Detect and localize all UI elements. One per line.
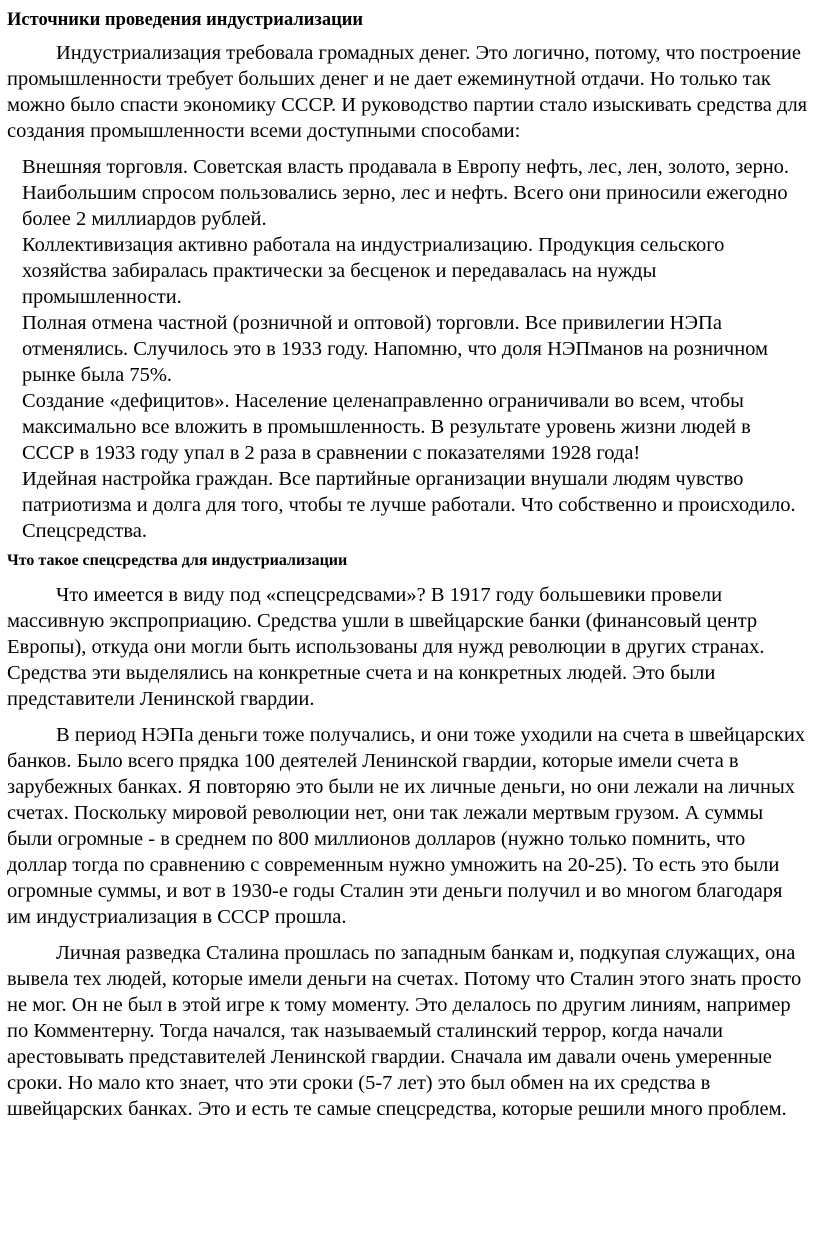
list-item: Внешняя торговля. Советская власть продавала в Европу нефть, лес, лен, золото, зерно. Наибольшим спросом пользовались зерно, лес и нефть. Всего они приносили ежегодно более 2 миллиардов рублей.: [22, 156, 790, 230]
body-paragraph: Личная разведка Сталина прошлась по западным банкам и, подкупая служащих, она вывела тех людей, которые имели деньги на счетах. Потому что Сталин этого знать просто не мог. Он не был в этой игре к тому моменту. Это делалось по другим линиям, например по Комментерну. Тогда начался, так называемый сталинский террор, когда начали арестовывать представителей Ленинской гвардии. Сначала им давали очень умеренные сроки. Но мало кто знает, что эти сроки (5-7 лет) это был обмен на их средства в швейцарских банках. Это и есть те самые спецсредства, которые решили много проблем.: [7, 942, 802, 1120]
list-item: Коллективизация активно работала на индустриализацию. Продукция сельского хозяйства забиралась практически за бесценок и передавалась на нужды промышленности.: [22, 234, 725, 308]
list-item: Полная отмена частной (розничной и оптовой) торговли. Все привилегии НЭПа отменялись. Случилось это в 1933 году. Напомню, что доля НЭПманов на розничном рынке была 75%.: [22, 312, 769, 386]
section-heading-sources: Источники проведения индустриализации: [7, 10, 364, 30]
sources-list: [7, 154, 808, 544]
intro-paragraph: Индустриализация требовала громадных денег. Это логично, потому, что построение промышленности требует больших денег и не дает ежеминутной отдачи. Но только так можно было спасти экономику СССР. И руководство партии стало изыскивать средства для создания промышленности всеми доступными способами:: [7, 42, 808, 142]
section-heading-special-funds: Что такое спецсредства для индустриализации: [7, 552, 348, 569]
body-paragraph: Что имеется в виду под «спецсредсвами»? В 1917 году большевики провели массивную экспроприацию. Средства ушли в швейцарские банки (финансовый центр Европы), откуда они могли быть использованы для нужд революции в других странах. Средства эти выделялись на конкретные счета и на конкретных людей. Это были представители Ленинской гвардии.: [7, 584, 765, 710]
list-item: Идейная настройка граждан. Все партийные организации внушали людям чувство патриотизма и долга для того, чтобы те лучше работали. Что собственно и происходило.: [22, 468, 796, 516]
list-item: Спецсредства.: [22, 520, 148, 542]
body-paragraph: В период НЭПа деньги тоже получались, и они тоже уходили на счета в швейцарских банков. Было всего прядка 100 деятелей Ленинской гвардии, которые имели счета в зарубежных банках. Я повторяю это были не их личные деньги, но они лежали на личных счетах. Поскольку мировой революции нет, они так лежали мертвым грузом. А суммы были огромные - в среднем по 800 миллионов долларов (нужно только помнить, что доллар тогда по сравнению с современным нужно умножить на 20-25). То есть это были огромные суммы, и вот в 1930-е годы Сталин эти деньги получил и во многом благодаря им индустриализация в СССР прошла.: [7, 724, 806, 928]
list-item: Создание «дефицитов». Население целенаправленно ограничивали во всем, чтобы максимально все вложить в промышленность. В результате уровень жизни людей в СССР в 1933 году упал в 2 раза в сравнении с показателями 1928 года!: [22, 390, 751, 464]
